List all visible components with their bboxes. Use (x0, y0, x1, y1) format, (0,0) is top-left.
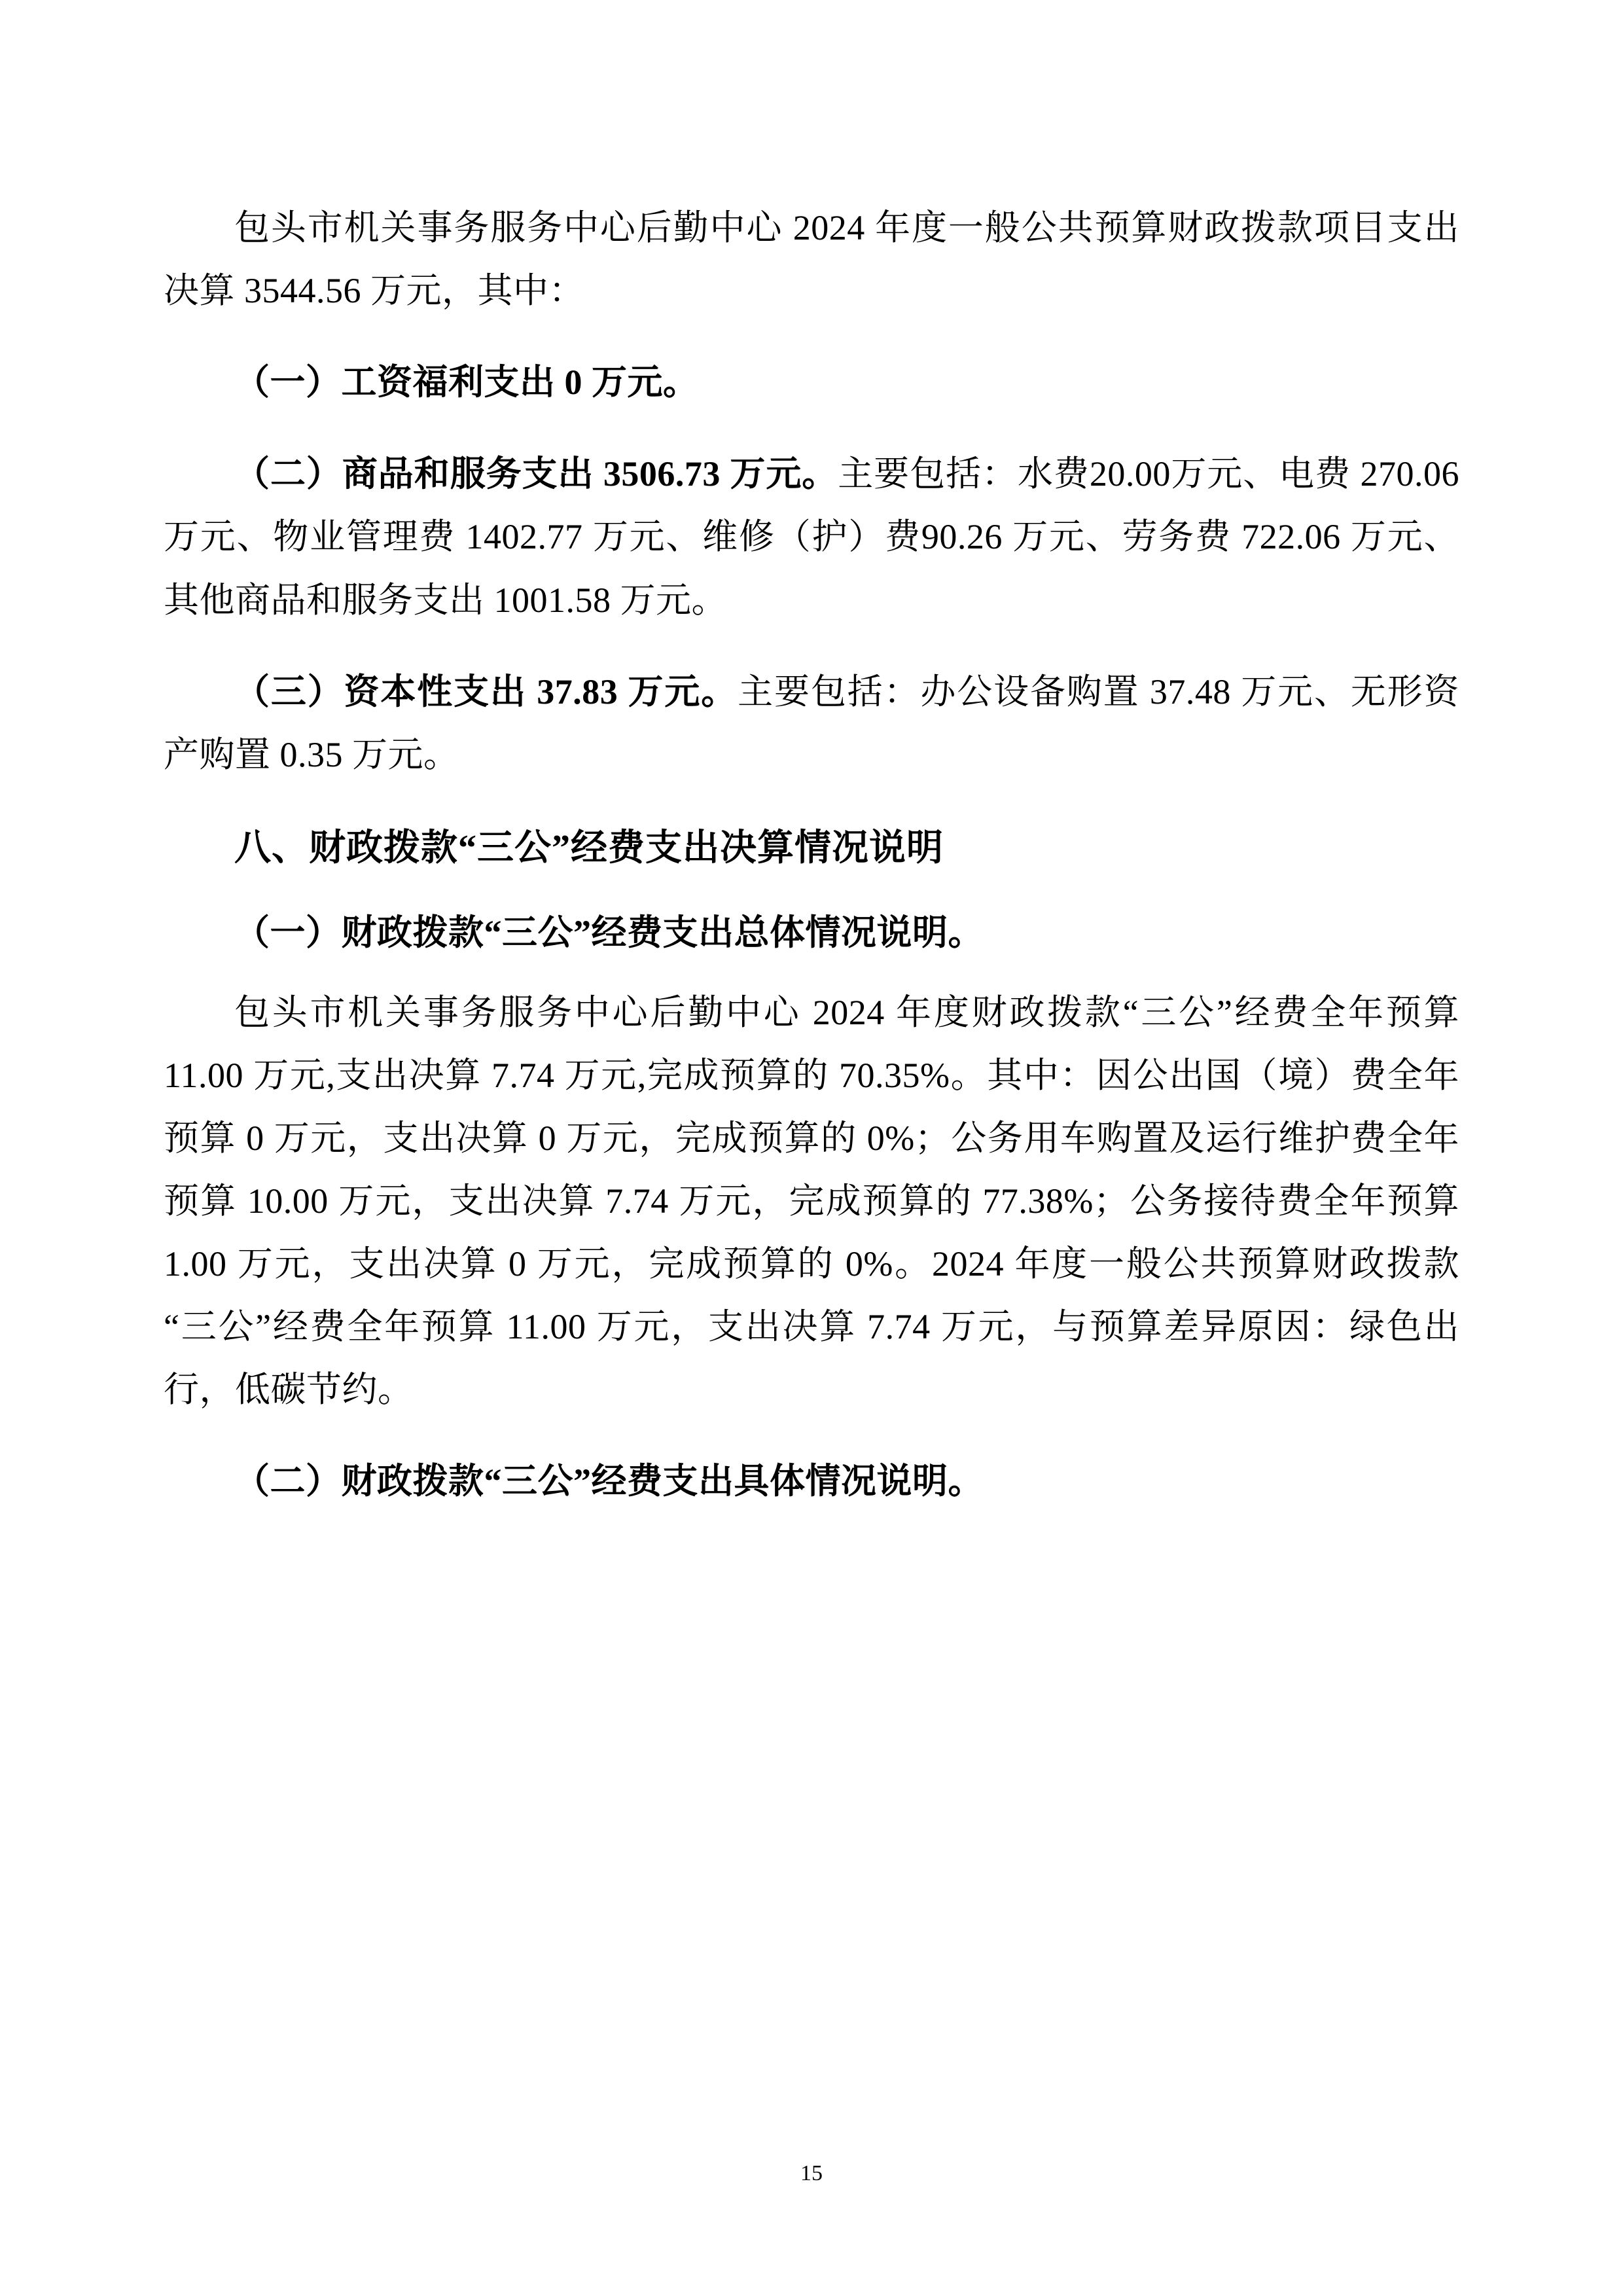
paragraph-three-public-overview: 包头市机关事务服务中心后勤中心 2024 年度财政拨款“三公”经费全年预算 11.00 万元,支出决算 7.74 万元,完成预算的 70.35%。其中：因公出国（境）费全年预算 0 万元，支出决算 0 万元，完成预算的 0%；公务用车购置及运行维护费全年预算 10.00 万元，支出决算 7.74 万元，完成预算的 77.38%；公务接待费全年预算 1.00 万元，支出决算 0 万元，完成预算的 0%。2024 年度一般公共预算财政拨款“三公”经费全年预算 11.00 万元，支出决算 7.74 万元，与预算差异原因：绿色出行，低碳节约。 (164, 992, 1459, 1410)
heading-subsection-one: （一）财政拨款“三公”经费支出总体情况说明。 (234, 912, 984, 952)
paragraph-salary-welfare: （一）工资福利支出 0 万元。 (234, 363, 699, 403)
paragraph-goods-services (164, 442, 1459, 631)
goods-services-lead: （二）商品和服务支出 3506.73 万元。 (234, 454, 838, 494)
goods-services-detail: 主要包括：水费20.00万元、电费 270.06 万元、物业管理费 1402.77 万元、维修（护）费90.26 万元、劳务费 722.06 万元、其他商品和服务支出 1001.58 万元。 (164, 454, 1460, 620)
capital-expenditure-lead: （三）资本性支出 37.83 万元。 (234, 672, 738, 711)
page-number: 15 (800, 2161, 823, 2185)
heading-section-eight: 八、财政拨款“三公”经费支出决算情况说明 (234, 827, 944, 869)
heading-subsection-two: （二）财政拨款“三公”经费支出具体情况说明。 (234, 1462, 984, 1501)
capital-expenditure-detail: 主要包括：办公设备购置 37.48 万元、无形资产购置 0.35 万元。 (164, 672, 1460, 774)
paragraph-project-expenditure: 包头市机关事务服务中心后勤中心 2024 年度一般公共预算财政拨款项目支出决算 3544.56 万元，其中： (164, 208, 1459, 311)
paragraph-capital-expenditure (164, 660, 1459, 786)
